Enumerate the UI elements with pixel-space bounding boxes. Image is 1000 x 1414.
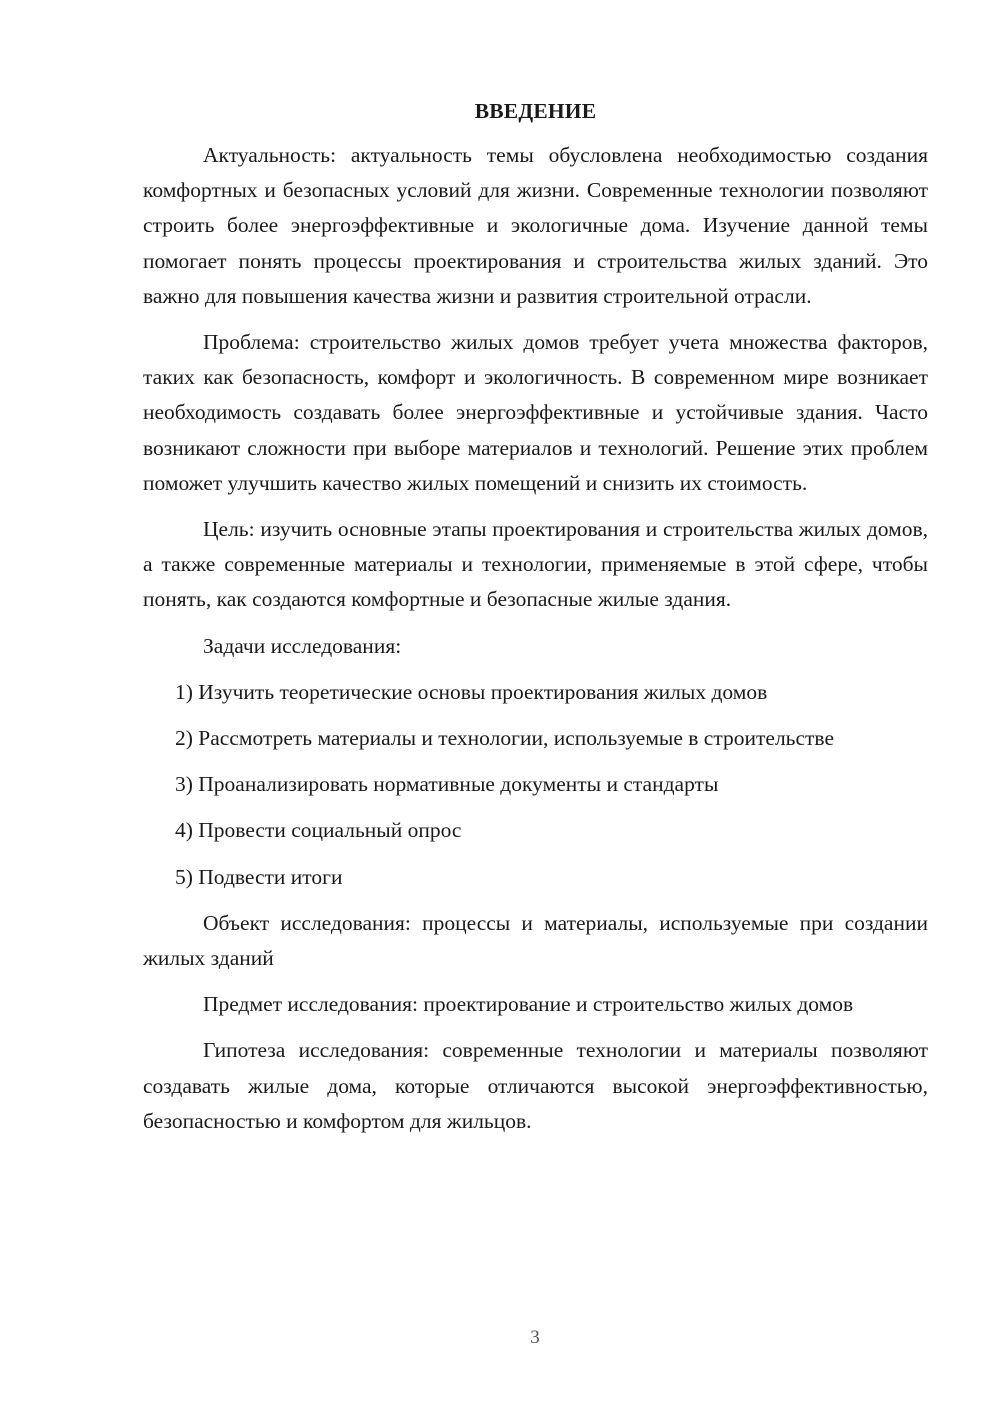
task-item-4: 4) Провести социальный опрос xyxy=(175,818,462,843)
task-item-3: 3) Проанализировать нормативные документы и стандарты xyxy=(175,772,719,797)
paragraph-hypothesis: Гипотеза исследования: современные технологии и материалы позволяют создавать жилые дома, которые отличаются высокой энергоэффективностью, безопасностью и комфортом для жильцов. xyxy=(143,1038,928,1133)
paragraph-object: Объект исследования: процессы и материалы, используемые при создании жилых зданий xyxy=(143,910,928,971)
paragraph-subject: Предмет исследования: проектирование и строительство жилых домов xyxy=(203,992,854,1017)
paragraph-problem: Проблема: строительство жилых домов требует учета множества факторов, таких как безопасность, комфорт и экологичность. В современном мире возникает необходимость создавать более энергоэффективные и устойчивые здания. Часто возникают сложности при выборе материалов и технологий. Решение этих проблем поможет улучшить качество жилых помещений и снизить их стоимость. xyxy=(143,330,928,495)
paragraph-goal: Цель: изучить основные этапы проектирования и строительства жилых домов, а также современные материалы и технологии, применяемые в этой сфере, чтобы понять, как создаются комфортные и безопасные жилые здания. xyxy=(143,517,928,612)
task-item-5: 5) Подвести итоги xyxy=(175,864,343,889)
page-title: ВВЕДЕНИЕ xyxy=(474,99,597,123)
task-item-2: 2) Рассмотреть материалы и технологии, используемые в строительстве xyxy=(175,726,834,751)
tasks-heading: Задачи исследования: xyxy=(203,633,402,658)
document-page xyxy=(143,90,928,1150)
page-number: 3 xyxy=(530,1327,540,1348)
paragraph-relevance: Актуальность: актуальность темы обусловлена необходимостью создания комфортных и безопасных условий для жизни. Современные технологии позволяют строить более энергоэффективные и экологичные дома. Изучение данной темы помогает понять процессы проектирования и строительства жилых зданий. Это важно для повышения качества жизни и развития строительной отрасли. xyxy=(143,143,928,308)
task-item-1: 1) Изучить теоретические основы проектирования жилых домов xyxy=(175,679,768,704)
